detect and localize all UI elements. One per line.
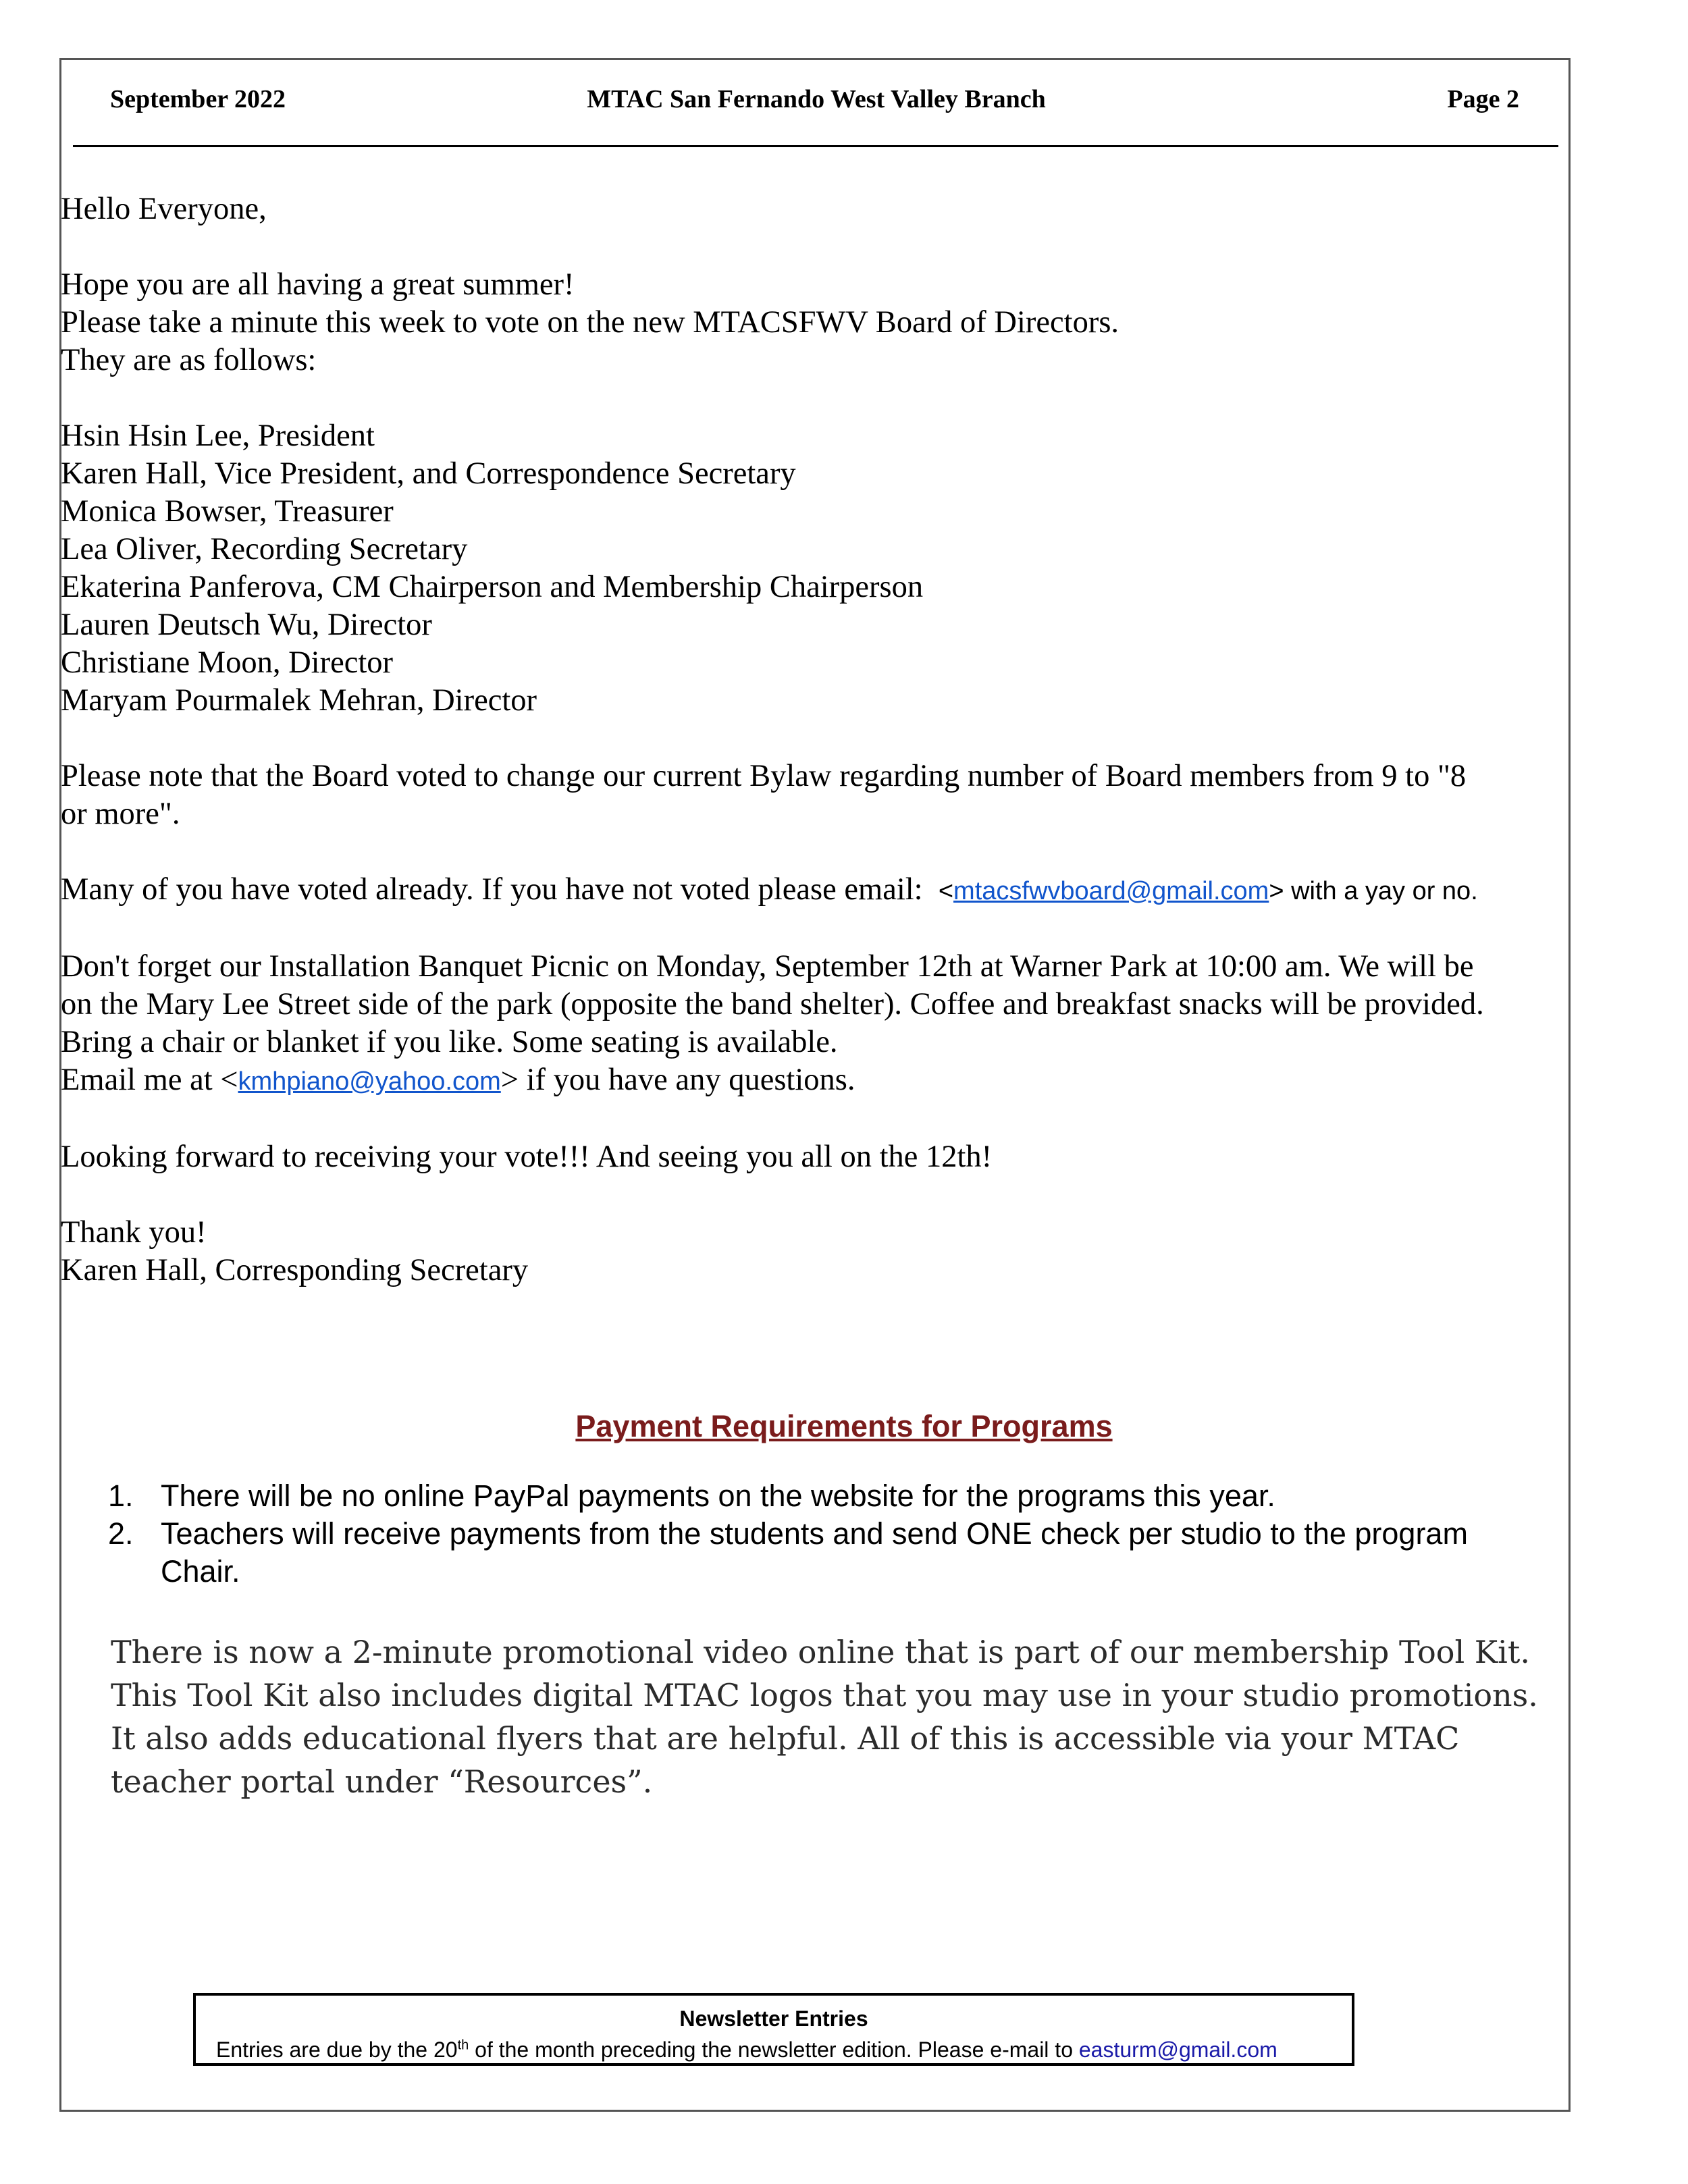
bylaw-note-line: Please note that the Board voted to change our current Bylaw regarding number of Board members from 9 to "8 <box>61 759 1467 793</box>
signature: Karen Hall, Corresponding Secretary <box>61 1253 529 1287</box>
newsletter-entries-title: Newsletter Entries <box>679 2006 868 2031</box>
closing-line: Looking forward to receiving your vote!!! And seeing you all on the 12th! <box>61 1140 993 1174</box>
bylaw-note-line: or more". <box>61 797 180 831</box>
contact-prefix: Email me at <box>61 1063 213 1097</box>
board-member: Maryam Pourmalek Mehran, Director <box>61 683 537 718</box>
board-member: Lea Oliver, Recording Secretary <box>61 532 468 566</box>
board-member: Christiane Moon, Director <box>61 645 394 680</box>
contact-suffix: if you have any questions. <box>526 1063 855 1097</box>
header-page-number: Page 2 <box>1447 85 1519 113</box>
board-member: Monica Bowser, Treasurer <box>61 494 394 529</box>
vote-email-link[interactable]: mtacsfwvboard@gmail.com <box>953 877 1269 905</box>
intro-line: They are as follows: <box>61 343 317 377</box>
vote-paragraph: Many of you have voted already. If you have not voted please email: <mtacsfwvboard@gmail.com> with a yay or no. <box>61 872 1478 907</box>
board-member: Karen Hall, Vice President, and Correspondence Secretary <box>61 456 796 491</box>
list-item-number: 1. <box>108 1479 134 1513</box>
vote-prefix: Many of you have voted already. If you have not voted please email: <box>61 872 923 907</box>
letter-body <box>61 190 1573 1289</box>
board-member: Lauren Deutsch Wu, Director <box>61 608 432 642</box>
header-date: September 2022 <box>110 85 286 113</box>
list-item-number: 2. <box>108 1516 134 1551</box>
vote-suffix: with a yay or no. <box>1291 877 1478 905</box>
list-item <box>108 1477 1499 1515</box>
header-title: MTAC San Fernando West Valley Branch <box>587 85 1046 113</box>
list-item-text: Teachers will receive payments from the students and send ONE check per studio to the program Chair. <box>161 1516 1468 1589</box>
header-divider <box>73 145 1558 147</box>
newsletter-entries-box <box>193 1993 1354 2066</box>
list-item-text: There will be no online PayPal payments on the website for the programs this year. <box>161 1479 1275 1513</box>
intro-line: Please take a minute this week to vote on the new MTACSFWV Board of Directors. <box>61 305 1119 340</box>
contact-email-link[interactable]: kmhpiano@yahoo.com <box>238 1067 501 1096</box>
greeting: Hello Everyone, <box>61 192 267 226</box>
picnic-line: Bring a chair or blanket if you like. Some seating is available. <box>61 1025 838 1059</box>
contact-line: Email me at <kmhpiano@yahoo.com> if you have any questions. <box>61 1063 855 1097</box>
payment-section-title: Payment Requirements for Programs <box>575 1409 1113 1443</box>
picnic-line: Don't forget our Installation Banquet Picnic on Monday, September 12th at Warner Park at 10:00 am. We will be <box>61 949 1474 984</box>
promo-paragraph: There is now a 2-minute promotional video online that is part of our membership Tool Kit. This Tool Kit also includes digital MTAC logos that you may use in your studio promotions. It also adds educational flyers that are helpful. All of this is accessible via your MTAC teacher portal under “Resources”. <box>111 1634 1538 1800</box>
picnic-line: on the Mary Lee Street side of the park (opposite the band shelter). Coffee and breakfast snacks will be provided. <box>61 987 1484 1021</box>
thanks-line: Thank you! <box>61 1215 207 1250</box>
board-member: Hsin Hsin Lee, President <box>61 419 375 453</box>
payment-requirements-list <box>108 1477 1499 1591</box>
intro-line: Hope you are all having a great summer! <box>61 267 575 302</box>
newsletter-email-link[interactable]: easturm@gmail.com <box>1078 2037 1277 2062</box>
board-list <box>61 417 1573 720</box>
list-item <box>108 1515 1499 1591</box>
board-member: Ekaterina Panferova, CM Chairperson and Membership Chairperson <box>61 570 924 604</box>
newsletter-entries-text: Entries are due by the 20th of the month preceding the newsletter edition. Please e-mail to easturm@gmail.com <box>216 2037 1277 2062</box>
